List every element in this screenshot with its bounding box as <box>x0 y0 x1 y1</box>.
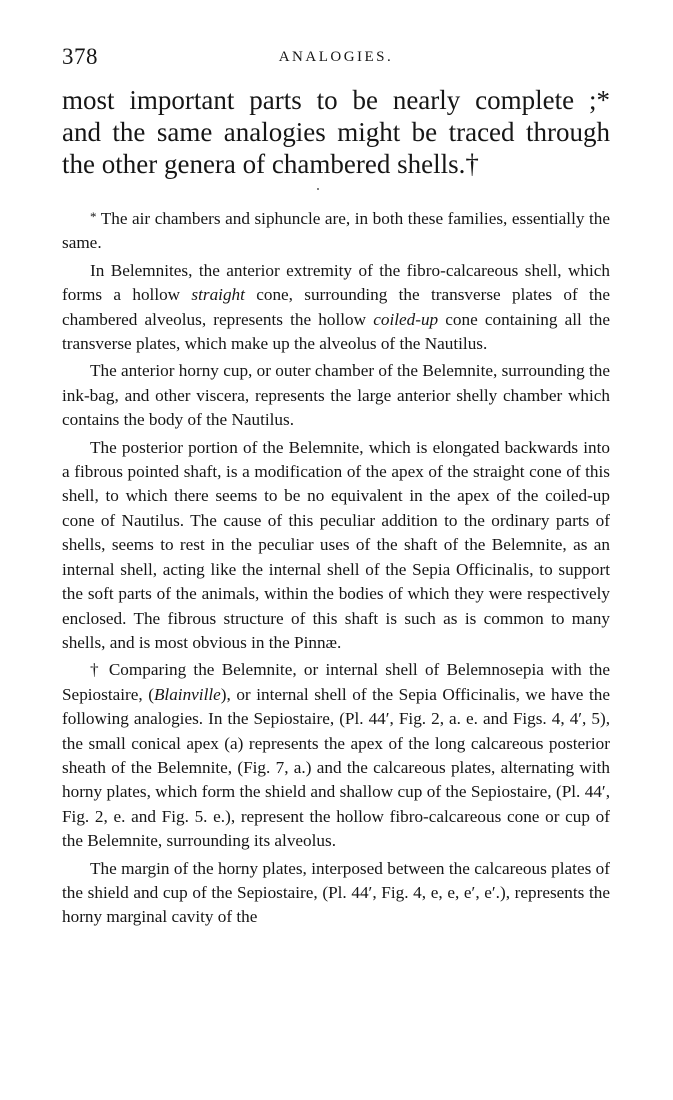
footnote-emphasis: straight <box>191 285 245 305</box>
main-text-line: most important parts to be nearly complete ;* <box>62 85 610 115</box>
footnote-text: ), or internal shell of the Sepia Officinalis, we have the following analogies. In the Sepiostaire, (Pl. 44′, Fig. 2, a. e. and Figs. 4, 4′, 5), the small conical apex (a) represents the apex of the long calcareous posterior sheath of the Belemnite, (Fig. 7, a.) and the calcareous plates, alternating with horny plates, which form the shield and shallow cup of the Sepiostaire, (Pl. 44′, Fig. 2, e. and Fig. 5. e.), represent the hollow fibro-calcareous cone or cup of the Belemnite, surrounding its alveolus. <box>62 684 610 851</box>
footnote-text: The air chambers and siphuncle are, in both these families, essentially the same. <box>62 209 610 253</box>
footnote-asterisk <box>62 205 610 256</box>
footnote-text: In Belemnites, the anterior extremity of the fibro-calcareous shell, which forms a hollow <box>62 260 610 305</box>
page-number: 378 <box>62 44 98 69</box>
footnote-paragraph <box>62 857 610 930</box>
footnote-dagger <box>62 658 610 853</box>
footnote-emphasis: Blainville <box>153 684 221 704</box>
footnote-mark-dagger: † <box>90 660 102 680</box>
running-head <box>62 44 610 72</box>
footnote-text: cone containing all the transverse plates, which make up the alveolus of the Nautilus. <box>62 309 610 354</box>
footnote-paragraph <box>62 359 610 432</box>
footnote-paragraph <box>62 436 610 656</box>
divider-dot <box>317 188 319 190</box>
footnote-mark-asterisk: * <box>90 209 97 224</box>
running-title: ANALOGIES. <box>278 49 394 65</box>
main-text-line: and the same analogies might be traced through <box>62 117 610 147</box>
footnote-text: The margin of the horny plates, interposed between the calcareous plates of the shield and cup of the Sepiostaire, (Pl. 44′, Fig. 4, e, e, e′, e′.), represents the horny marginal cavity of the <box>62 858 610 927</box>
footnote-text: The anterior horny cup, or outer chamber of the Belemnite, surrounding the ink-bag, and other viscera, represents the large anterior shelly chamber which contains the body of the Nautilus. <box>62 361 610 430</box>
footnote-emphasis: coiled-up <box>373 309 439 329</box>
book-page <box>62 0 610 1100</box>
main-text-line: the other genera of chambered shells.† <box>62 149 479 179</box>
footnote-paragraph <box>62 259 610 357</box>
footnote-text: Comparing the Belemnite, or internal shell of Belemnosepia with the Sepiostaire, ( <box>62 660 610 704</box>
main-text <box>62 84 610 180</box>
footnote-text: cone, surrounding the transverse plates of the chambered alveolus, represents the hollow <box>62 285 610 329</box>
footnote-text: The posterior portion of the Belemnite, which is elongated backwards into a fibrous pointed shaft, is a modification of the apex of the straight cone of this shell, to which there seems to be no equivalent in the apex of the coiled-up cone of Nautilus. The cause of this peculiar addition to the ordinary parts of shells, seems to rest in the peculiar uses of the shaft of the Belemnite, as an internal shell, acting like the internal shell of the Sepia Officinalis, to support the soft parts of the animals, within the bodies of which they were respectively enclosed. The fibrous structure of this shaft is such as is common to many shells, and is most obvious in the Pinnæ. <box>62 437 610 652</box>
footnotes <box>62 205 610 933</box>
